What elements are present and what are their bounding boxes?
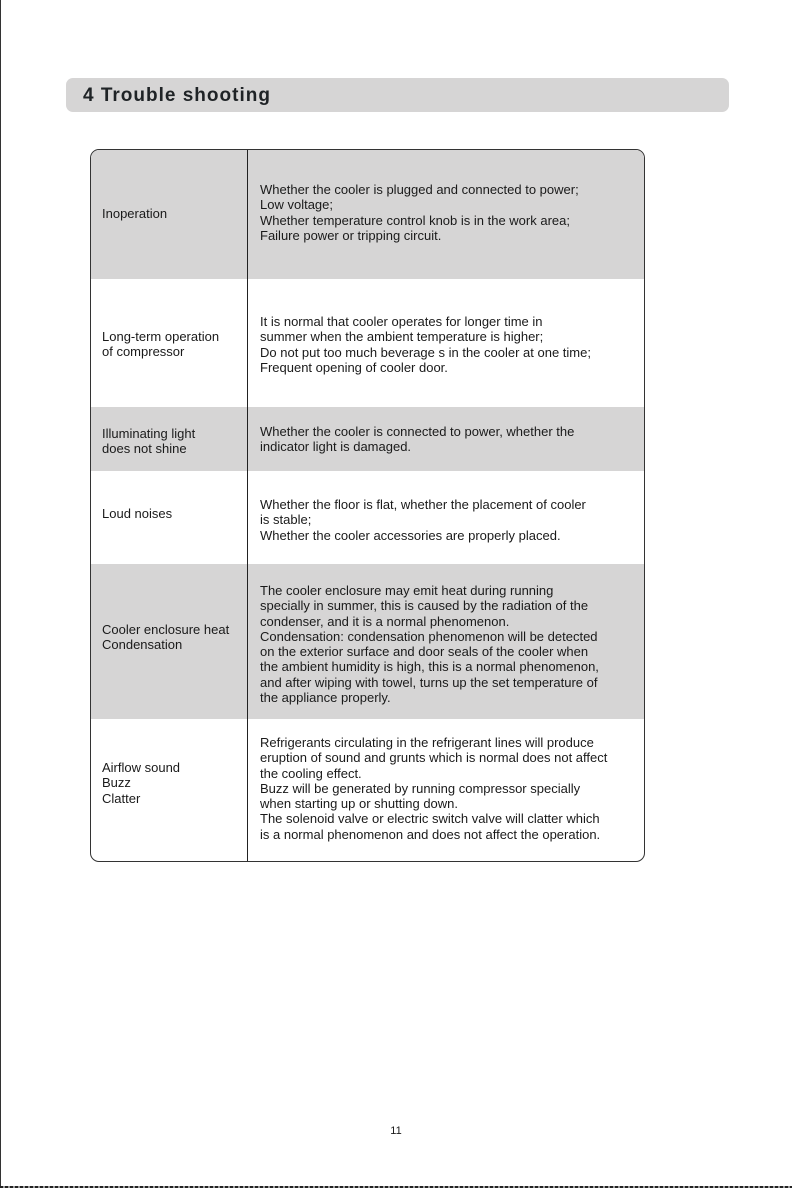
section-header xyxy=(66,78,729,112)
problem-cell: Illuminating light does not shine xyxy=(102,426,196,457)
table-row xyxy=(91,407,644,471)
causes-cell: The cooler enclosure may emit heat during running specially in summer, this is caused by the radiation of the condenser, and it is a normal phenomenon. Condensation: condensation phenomenon will be detected on the exterior surface and door seals of the cooler when the ambient humidity is high, this is a normal phenomenon, and after wiping with towel, turns up the set temperature of the appliance properly. xyxy=(260,583,599,706)
problem-cell: Airflow sound Buzz Clatter xyxy=(102,760,181,806)
table-row xyxy=(91,150,644,279)
table-row xyxy=(91,279,644,407)
causes-cell: Whether the floor is flat, whether the placement of cooler is stable; Whether the cooler accessories are properly placed. xyxy=(260,497,586,543)
causes-cell: Whether the cooler is connected to power, whether the indicator light is damaged. xyxy=(260,424,575,455)
problem-cell: Cooler enclosure heat Condensation xyxy=(102,622,230,653)
page-edge xyxy=(0,0,1,1186)
problem-cell: Loud noises xyxy=(102,506,173,521)
troubleshooting-table xyxy=(90,149,645,862)
page-number: 11 xyxy=(390,1125,402,1137)
section-title: 4 Trouble shooting xyxy=(83,85,271,106)
causes-cell: Whether the cooler is plugged and connected to power; Low voltage; Whether temperature control knob is in the work area; Failure power or tripping circuit. xyxy=(260,182,579,243)
table-row xyxy=(91,719,644,861)
problem-cell: Long-term operation of compressor xyxy=(102,329,220,360)
table-row xyxy=(91,564,644,719)
causes-cell: Refrigerants circulating in the refrigerant lines will produce eruption of sound and grunts which is normal does not affect the cooling effect. Buzz will be generated by running compressor specially when starting up or shutting down. The solenoid valve or electric switch valve will clatter which is a normal phenomenon and does not affect the operation. xyxy=(260,735,608,842)
column-divider xyxy=(247,150,248,861)
problem-cell: Inoperation xyxy=(102,206,168,221)
table-row xyxy=(91,471,644,564)
causes-cell: It is normal that cooler operates for longer time in summer when the ambient temperature is higher; Do not put too much beverage s in the cooler at one time; Frequent opening of cooler door. xyxy=(260,314,591,375)
